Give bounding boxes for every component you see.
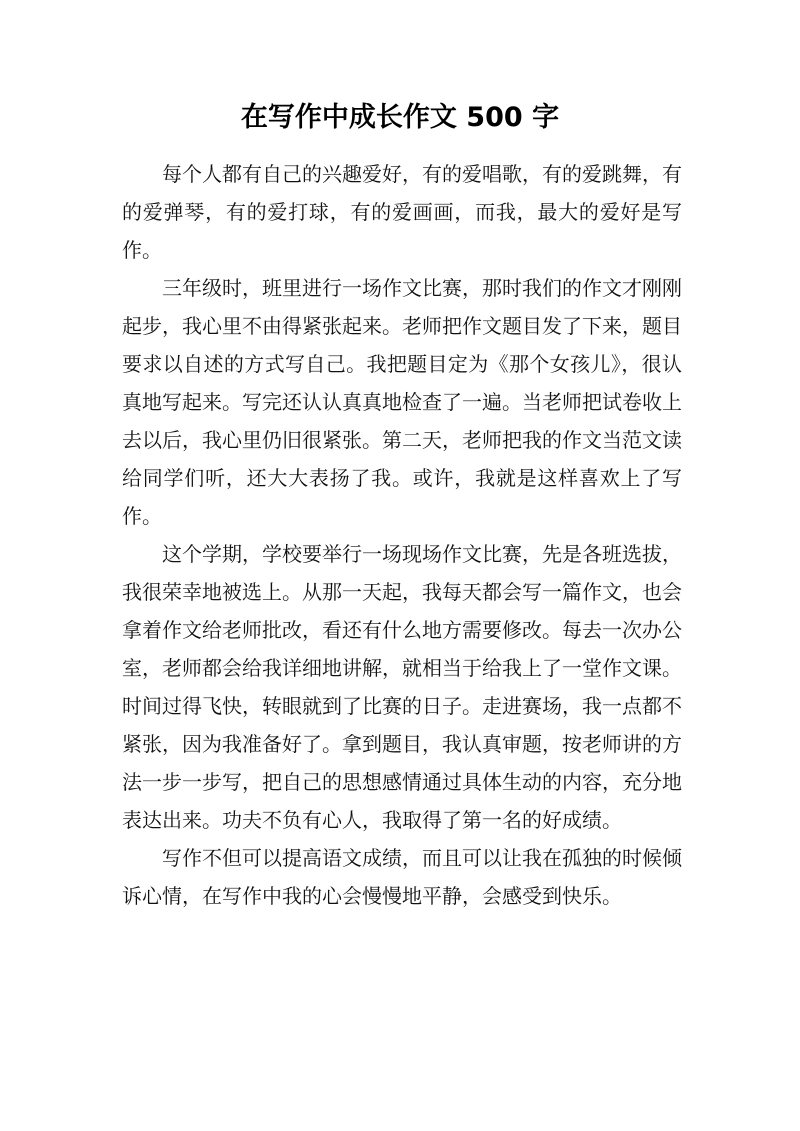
paragraph-4: 写作不但可以提高语文成绩，而且可以让我在孤独的时候倾诉心情，在写作中我的心会慢慢地平静，会感受到快乐。 bbox=[122, 846, 682, 908]
paragraph-3: 这个学期，学校要举行一场现场作文比赛，先是各班选拔，我很荣幸地被选上。从那一天起，我每天都会写一篇作文，也会拿着作文给老师批改，看还有什么地方需要修改。每去一次办公室，老师都会给我详细地讲解，就相当于给我上了一堂作文课。时间过得飞快，转眼就到了比赛的日子。走进赛场，我一点都不紧张，因为我准备好了。拿到题目，我认真审题，按老师讲的方法一步一步写，把自己的思想感情通过具体生动的内容，充分地表达出来。功夫不负有心人，我取得了第一名的好成绩。 bbox=[122, 542, 682, 832]
document-body bbox=[122, 155, 682, 915]
paragraph-2: 三年级时，班里进行一场作文比赛，那时我们的作文才刚刚起步，我心里不由得紧张起来。老师把作文题目发了下来，题目要求以自述的方式写自己。我把题目定为《那个女孩儿》，很认真地写起来。写完还认认真真地检查了一遍。当老师把试卷收上去以后，我心里仍旧很紧张。第二天，老师把我的作文当范文读给同学们听，还大大表扬了我。或许，我就是这样喜欢上了写作。 bbox=[122, 276, 682, 528]
paragraph-1: 每个人都有自己的兴趣爱好，有的爱唱歌，有的爱跳舞，有的爱弹琴，有的爱打球，有的爱画画，而我，最大的爱好是写作。 bbox=[122, 162, 682, 262]
document-title: 在写作中成长作文 500 字 bbox=[240, 102, 560, 133]
